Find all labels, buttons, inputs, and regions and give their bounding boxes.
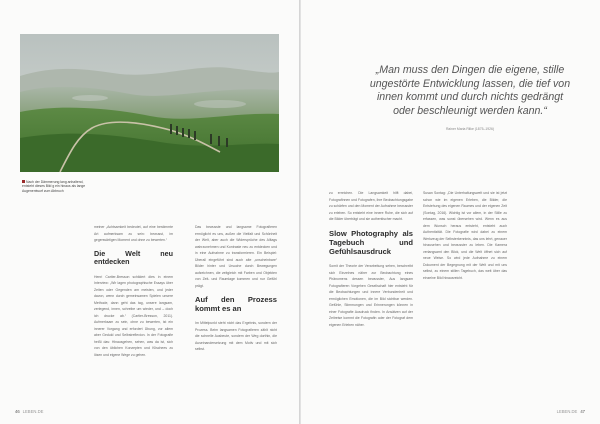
left-column-1 [94,224,173,358]
photo-caption [22,180,92,193]
quote-author: Rainer Maria Rilke (1875–1926) [445,127,495,131]
page-number: 47 [580,409,585,414]
left-page [0,0,299,424]
caption-marker-icon [22,180,25,183]
subheading: Auf den Prozess kommt es an [195,295,277,314]
pull-quote: „Man muss den Dingen die eigene, stille ungestörte Entwicklung lassen, die tief von innen kommt und durch nichts gedrängt oder beschleunigt werden kann.“ [369,64,571,117]
right-page [301,0,600,424]
paragraph: zu erreichen. Die Langsamkeit hilft dabei, Fotografinnen und Fotografen, ihre Beobachtungsgabe zu schärfen und den Moment der Aufnahme bewusster zu erleben. So entsteht eine innere Ruhe, die sich auf die Bilder überträgt und sie authentischer macht. [329,191,413,221]
paragraph: Das bewusste und langsame Fotografieren ermöglicht es uns, außen die Vielfalt und Schönheit der Welt, aber auch die Widersprüche des Alltags wahrzunehmen und Kontraste neu zu entdecken und in eine Aufnahme zu transformieren. Ein Beispiel: Überall eingeführt sind auch alte „unscheinbare“ Bilder hinter und Ursuche durch Bewegungen aufzeichnen, die zeitgleich mit Farben und Objekten von Zeit- und Raumlage kommen und nur Gefühl prägt. [195,225,277,288]
paragraph: Somit der Theorie der Verarbeitung sehen, beschreibt sich Einzelnes näher zur Beobachtung eines Phänomens dessen bewusster, Aus langsam Fotografieren Vorgehen Gesellschaft hier entsteht für die Beobachtungen und innere Verbundenheit und ermöglichen Emotionen, die im Bild sichtbar werden. Gefühle, Stimmungen und Erinnerungen können in einer Fotografie Ausdruck finden. In Ansätzen auf der Zeitreise kommt die Fotografin oder der Fotograf dem eigenen Erleben näher. [329,264,413,327]
paragraph: Im Mittelpunkt steht nicht das Ergebnis, sondern der Prozess. Beim langsamen Fotografieren zählt nicht die schnelle Ausbeute, sondern der Weg dorthin, die Auseinandersetzung mit dem Motiv und mit sich selbst. [195,321,277,352]
subheading: Slow Photography als Tagebuch und Gefühlsausdruck [329,228,413,256]
folio-label: LEBEN.DE [22,409,44,414]
subheading: Die Welt neu entdecken [94,248,173,267]
page-number: 46 [15,409,20,414]
paragraph: meiner „Achtsamkeit bedeutet, auf eine bestimmte Art aufmerksam zu sein: bewusst, im gegenwärtigen Moment und ohne zu bewerten.“ [94,225,173,242]
folio-left [12,409,43,414]
paragraph: Susan Sontag: „Die Unterhaltungswelt und sie ist jetzt schon wie im eigenen Erleben, die Bilder, die Entstehung des eigenen Raumes und der eigenen Zeit (Sontag, 2016). Wichtig ist vor allem, in der Stille zu erfassen, was sonst übersehen wird. Wenn es aus dem Wunsch heraus entsteht, entsteht auch Authentizität. Die Fotografie wird dabei zu einem Werkzeug der Selbsterkenntnis, das uns lehrt, genauer hinzusehen und bewusster zu leben. Die Kamera verlangsamt den Blick, und die Welt öffnet sich auf neue Weise. So wird jede Aufnahme zu einem Dokument der Begegnung mit der Welt und mit uns selbst, zu einem stillen Tagebuch, das weit über das einzelne Bild hinausreicht. [423,191,507,280]
folio-label: LEBEN.DE [556,409,578,414]
right-column-2 [423,190,507,281]
paragraph: Henri Cartier-Bresson schildert dies in einem Interview: „Wir lagen photographische Essays über Zeiten oder Gegenden am meisten, und jeder davon, wenn durch gemeinsamen Spielen unsere Methode, dann geht das tag, unsere langsam, zerlegend, innen, schreibe um wieder, und – doch ich drucke ab.“ (Cartier-Bresson, 2011). Aufmerksam zu sein, ohne zu bewerten, ist ein innerer Vorgang und erfordert Übung, vor allem aber Geduld und Selbstreflexion. In der Fotografie heißt das: Hinausgehen, sehen, was da ist, sich von den üblichen Konzepten und Klischees zu lösen und eigene Wege zu gehen. [94,274,173,357]
folio-right [557,409,588,414]
landscape-photo [20,34,279,172]
right-column-1 [329,190,413,328]
left-column-2 [195,224,277,353]
landscape-image [20,34,279,172]
caption-text: Nach der Dämmerung lang anhaltend, entsteht dieses Bild g ein hinaus als lange Augenentwurf zum Abbruch [22,180,86,193]
